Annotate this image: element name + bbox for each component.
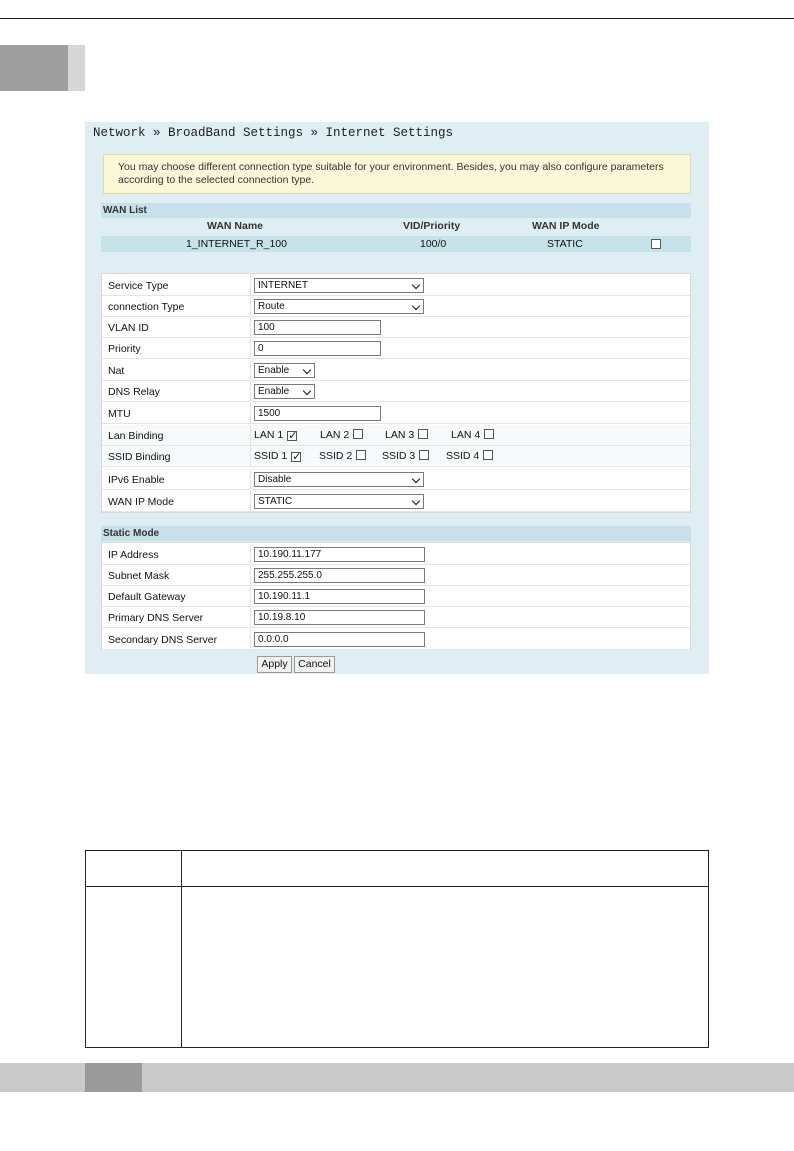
row-subnet-mask [102,565,690,586]
priority-input[interactable]: 0 [254,341,381,356]
page-top-rule [0,18,794,19]
lan-4-checkbox[interactable] [484,429,494,439]
ssid-3-label: SSID 3 [382,450,416,462]
ssid-1-option[interactable] [254,450,301,462]
ssid-1-label: SSID 1 [254,450,288,462]
breadcrumb: Network » BroadBand Settings » Internet Settings [93,126,454,140]
ssid-4-label: SSID 4 [446,450,480,462]
wan-ip-mode-select[interactable]: STATIC [254,494,424,509]
vlan-id-label: VLAN ID [108,322,149,334]
lan-binding-label: Lan Binding [108,430,164,442]
row-priority [102,338,690,359]
wan-list-columns [101,220,691,234]
nat-label: Nat [108,365,125,377]
row-mtu [102,403,690,424]
mtu-input[interactable]: 1500 [254,406,381,421]
row-default-gateway [102,586,690,607]
lan-4-option[interactable] [451,429,494,441]
row-ipv6-enable [102,469,690,490]
ssid-4-checkbox[interactable] [483,450,493,460]
secondary-dns-label: Secondary DNS Server [108,634,218,646]
row-ssid-binding [102,446,690,467]
lan-2-option[interactable] [320,429,363,441]
footer-page-tab [85,1063,142,1092]
service-type-label: Service Type [108,280,169,292]
ssid-4-option[interactable] [446,450,493,462]
header-tab-dark [0,45,68,91]
wan-list-header: WAN List [101,203,691,218]
table-column-divider [181,851,182,1047]
ssid-3-checkbox[interactable] [419,450,429,460]
secondary-dns-input[interactable]: 0.0.0.0 [254,632,425,647]
lan-3-option[interactable] [385,429,428,441]
ssid-2-checkbox[interactable] [356,450,366,460]
info-notice: You may choose different connection type suitable for your environment. Besides, you may also configure parameters according to the selected connection type. [103,154,691,194]
ssid-2-option[interactable] [319,450,366,462]
wan-config-form [101,273,691,513]
apply-button[interactable]: Apply [257,656,292,673]
lan-1-label: LAN 1 [254,429,284,441]
service-type-select[interactable]: INTERNET [254,278,424,293]
row-connection-type [102,296,690,317]
static-mode-form [101,542,691,650]
primary-dns-input[interactable]: 10.19.8.10 [254,610,425,625]
cancel-button[interactable]: Cancel [294,656,335,673]
lan-4-label: LAN 4 [451,429,481,441]
dns-relay-label: DNS Relay [108,386,160,398]
subnet-mask-label: Subnet Mask [108,570,170,582]
col-vid-priority: VID/Priority [403,220,461,232]
row-vlan-id [102,317,690,338]
wan-row-checkbox[interactable] [651,239,661,249]
row-lan-binding [102,425,690,446]
nat-select[interactable]: Enable [254,363,315,378]
row-wan-ip-mode [102,491,690,512]
col-wan-ip-mode: WAN IP Mode [532,220,600,232]
lan-3-label: LAN 3 [385,429,415,441]
header-tab-light [68,45,85,91]
primary-dns-label: Primary DNS Server [108,612,204,624]
row-service-type [102,275,690,296]
subnet-mask-input[interactable]: 255.255.255.0 [254,568,425,583]
default-gateway-label: Default Gateway [108,591,186,603]
table-header-divider [86,886,708,887]
vid-priority-cell: 100/0 [420,238,447,250]
ssid-binding-label: SSID Binding [108,451,171,463]
ip-address-label: IP Address [108,549,159,561]
row-secondary-dns [102,629,690,650]
ip-address-input[interactable]: 10.190.11.177 [254,547,425,562]
lan-3-checkbox[interactable] [418,429,428,439]
ssid-1-checkbox[interactable]: ✓ [292,451,302,463]
row-dns-relay [102,381,690,402]
priority-label: Priority [108,343,141,355]
lan-1-checkbox[interactable]: ✓ [288,430,298,442]
row-nat [102,360,690,381]
internet-settings-panel [85,122,709,674]
wan-list-row[interactable] [101,236,691,252]
wan-ip-mode-label: WAN IP Mode [108,496,174,508]
col-wan-name: WAN Name [207,220,264,232]
connection-type-select[interactable]: Route [254,299,424,314]
lan-1-option[interactable] [254,429,297,441]
mtu-label: MTU [108,408,131,420]
ssid-2-label: SSID 2 [319,450,353,462]
ssid-3-option[interactable] [382,450,429,462]
static-mode-header: Static Mode [101,526,691,541]
description-table [85,850,709,1048]
lan-2-checkbox[interactable] [353,429,363,439]
vlan-id-input[interactable]: 100 [254,320,381,335]
lan-2-label: LAN 2 [320,429,350,441]
ipv6-enable-label: IPv6 Enable [108,474,165,486]
row-primary-dns [102,607,690,628]
dns-relay-select[interactable]: Enable [254,384,315,399]
row-ip-address [102,544,690,565]
wan-ip-mode-cell: STATIC [547,238,583,250]
default-gateway-input[interactable]: 10.190.11.1 [254,589,425,604]
ipv6-enable-select[interactable]: Disable [254,472,424,487]
wan-name-cell: 1_INTERNET_R_100 [186,238,287,250]
connection-type-label: connection Type [108,301,185,313]
